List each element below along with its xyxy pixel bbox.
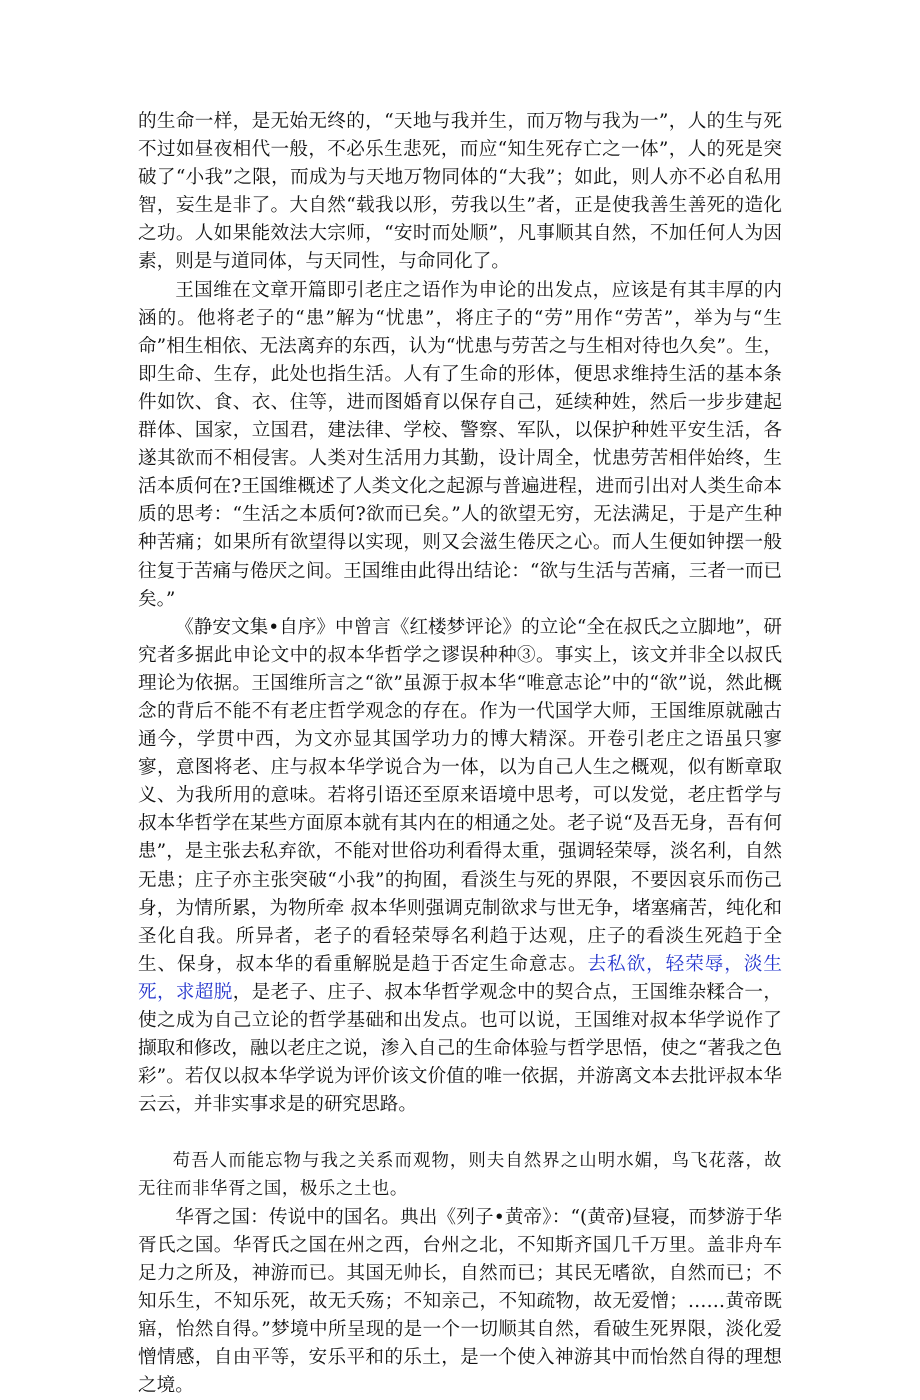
essay-paragraph-3 — [138, 614, 782, 1120]
paragraph-3-text-before: 《静安文集•自序》中曾言《红楼梦评论》的立论“全在叔氏之立脚地”，研究者多据此申论文中的叔本华哲学之谬误种种③。事实上，该文并非全以叔氏理论为依据。王国维所言之“欲”虽源于叔本华“唯意志论”中的“欲”说，然此概念的背后不能不有老庄哲学观念的存在。作为一代国学大师，王国维原就融古通今，学贯中西，为文亦显其国学功力的博大精深。开卷引老庄之语虽只寥寥，意图将老、庄与叔本华学说合为一体，以为自己人生之概观，似有断章取义、为我所用的意味。若将引语还至原来语境中思考，可以发觉，老庄哲学与叔本华哲学在某些方面原本就有其内在的相通之处。老子说“及吾无身，吾有何患”，是主张去私弃欲，不能对世俗功利看得太重，强调轻荣辱，淡名利，自然无患；庄子亦主张突破“小我”的拘囿，看淡生与死的界限，不要因哀乐而伤己身，为情所累，为物所牵 叔本华则强调克制欲求与世无争，堵塞痛苦，纯化和圣化自我。所异者，老子的看轻荣辱名利趋于达观，庄子的看淡生死趋于全生、保身，叔本华的看重解脱是趋于否定生命意志。 — [138, 616, 782, 975]
essay-paragraph-2: 王国维在文章开篇即引老庄之语作为申论的出发点，应该是有其丰厚的内涵的。他将老子的“患”解为“忧患”，将庄子的“劳”用作“劳苦”，举为与“生命”相生相依、无法离弃的东西，认为“忧患与劳苦之与生相对待也久矣”。生，即生命、生存，此处也指生活。人有了生命的形体，便思求维持生活的基本条件如饮、食、衣、住等，进而图婚育以保存自己，延续种姓，然后一步步建起群体、国家，立国君，建法律、学校、警察、军队，以保护种姓平安生活，各遂其欲而不相侵害。人类对生活用力其勤，设计周全，忧患劳苦相伴始终，生活本质何在?王国维概述了人类文化之起源与普遍进程，进而引出对人类生命本质的思考：“生活之本质何?欲而已矣。”人的欲望无穷，无法满足，于是产生种种苦痛；如果所有欲望得以实现，则又会滋生倦厌之心。而人生便如钟摆一般往复于苦痛与倦厌之间。王国维由此得出结论：“欲与生活与苦痛，三者一而已矣。” — [138, 279, 782, 610]
paragraph-3-text-after: ，是老子、庄子、叔本华哲学观念中的契合点，王国维杂糅合一，使之成为自己立论的哲学基础和出发点。也可以说，王国维对叔本华学说作了撷取和修改，融以老庄之说，渗入自己的生命体验与哲学思悟，使之“著我之色彩”。若仅以叔本华学说为评价该文价值的唯一依据，并游离文本去批评叔本华云云，并非实事求是的研究思路。 — [138, 981, 782, 1116]
document-page — [138, 108, 782, 1400]
section-gap — [138, 1119, 782, 1147]
highlighted-phrase: 去私欲，轻荣辱，淡生死，求超脱 — [138, 953, 782, 1003]
annotation-note: 华胥之国：传说中的国名。典出《列子•黄帝》：“(黄帝)昼寝，而梦游于华胥氏之国。华胥氏之国在州之西，台州之北，不知斯齐国几千万里。盖非舟车足力之所及，神游而已。其国无帅长，自然而已；其民无嗜欲，自然而已；不知乐生，不知乐死，故无夭殇；不知亲己，不知疏物，故无爱憎；……黄帝既寤，怡然自得。”梦境中所呈现的是一个一切顺其自然，看破生死界限，淡化爱憎情感，自由平等，安乐平和的乐土，是一个使入神游其中而怡然自得的理想之境。 — [138, 1206, 782, 1397]
essay-paragraph-1: 的生命一样，是无始无终的，“天地与我并生，而万物与我为一”，人的生与死不过如昼夜相代一般，不必乐生悲死，而应“知生死存亡之一体”，人的死是突破了“小我”之限，而成为与天地万物同体的“大我”；如此，则人亦不必自私用智，妄生是非了。大自然“载我以形，劳我以生”者，正是使我善生善死的造化之功。人如果能效法大宗师，“安时而处顺”，凡事顺其自然，不加任何人为因素，则是与道同体，与天同性，与命同化了。 — [138, 111, 782, 273]
cited-quote: 苟吾人而能忘物与我之关系而观物，则夫自然界之山明水媚，鸟飞花落，故无往而非华胥之国，极乐之土也。 — [138, 1151, 782, 1200]
